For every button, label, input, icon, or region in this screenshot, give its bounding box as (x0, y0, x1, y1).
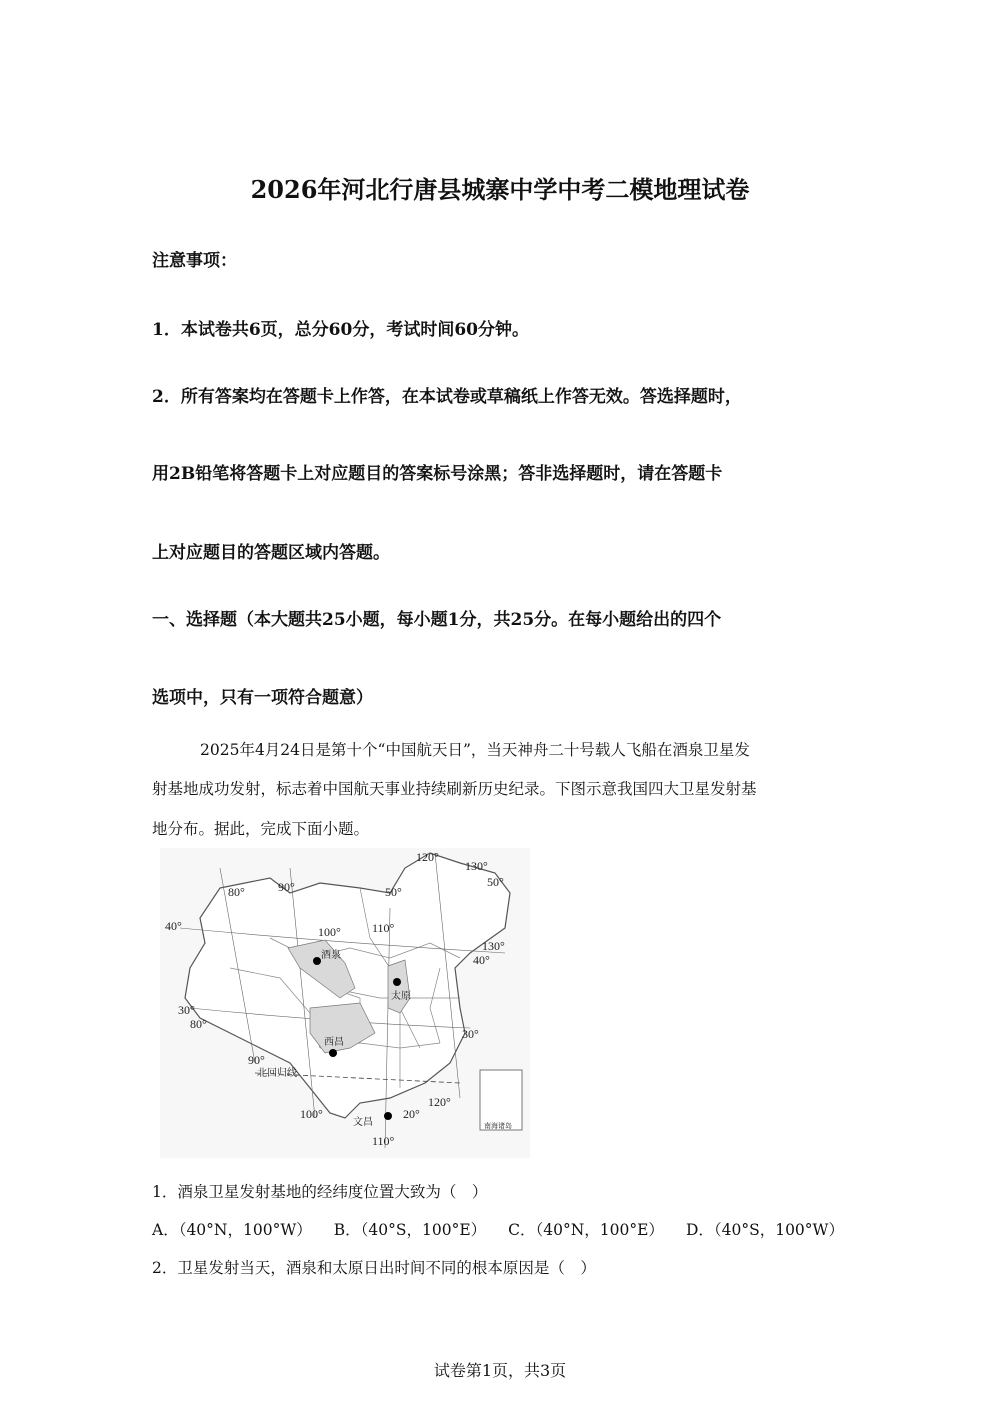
label-100: 100° (318, 925, 341, 939)
label-inset: 南海诸岛 (484, 1122, 512, 1130)
label-50: 50° (385, 885, 402, 899)
label-taiyuan: 太原 (391, 991, 411, 1002)
notice-heading: 注意事项： (152, 251, 237, 271)
notice-item-2-line-1: 2．所有答案均在答题卡上作答，在本试卷或草稿纸上作答无效。答选择题时， (152, 387, 742, 407)
label-30-right: 30° (462, 1027, 479, 1041)
section-heading-line-1: 一、选择题（本大题共25小题，每小题1分，共25分。在每小题给出的四个 (152, 610, 722, 630)
wenchang-site (384, 1112, 392, 1120)
label-110: 110° (372, 921, 395, 935)
label-wenchang: 文昌 (353, 1117, 373, 1128)
option-a: A．（40°N，100°W） (152, 1221, 312, 1239)
label-50-right: 50° (487, 875, 504, 889)
label-30-left: 30° (178, 1003, 195, 1017)
label-80: 80° (228, 885, 245, 899)
label-120-bottom: 120° (428, 1095, 451, 1109)
label-80-bottom: 80° (190, 1017, 207, 1031)
label-120: 120° (416, 850, 439, 864)
option-c: C．（40°N，100°E） (508, 1221, 664, 1239)
label-130: 130° (482, 939, 505, 953)
option-b: B．（40°S，100°E） (333, 1221, 487, 1239)
page-title: 2026年河北行唐县城寨中学中考二模地理试卷 (250, 175, 750, 204)
label-40-right: 40° (473, 953, 490, 967)
notice-item-2-line-3: 上对应题目的答题区域内答题。 (152, 543, 390, 563)
passage-line-3: 地分布。据此，完成下面小题。 (152, 820, 370, 838)
label-90-bottom: 90° (248, 1053, 265, 1067)
label-tropic: 北回归线 (257, 1068, 297, 1079)
taiyuan-site (393, 978, 401, 986)
question-1-stem: 1．酒泉卫星发射基地的经纬度位置大致为（ ） (152, 1183, 488, 1201)
jiuquan-site (313, 957, 321, 965)
label-110-bottom: 110° (372, 1134, 395, 1148)
section-heading-line-2: 选项中，只有一项符合题意） (152, 688, 373, 708)
south-sea-inset (480, 1070, 522, 1130)
notice-item-1: 1．本试卷共6页，总分60分，考试时间60分钟。 (152, 320, 529, 340)
label-100-bottom: 100° (300, 1107, 323, 1121)
passage-line-1: 2025年4月24日是第十个“中国航天日”，当天神舟二十号载人飞船在酒泉卫星发 (200, 741, 750, 759)
question-2-stem: 2．卫星发射当天，酒泉和太原日出时间不同的根本原因是（ ） (152, 1259, 596, 1277)
passage-line-2: 射基地成功发射，标志着中国航天事业持续刷新历史纪录。下图示意我国四大卫星发射基 (152, 780, 757, 798)
label-40-left: 40° (165, 919, 182, 933)
question-1-options (152, 1218, 852, 1240)
label-xichang: 西昌 (324, 1037, 344, 1048)
label-130-top: 130° (465, 859, 488, 873)
notice-item-2-line-2: 用2B铅笔将答题卡上对应题目的答案标号涂黑；答非选择题时，请在答题卡 (152, 464, 723, 484)
label-90: 90° (278, 880, 295, 894)
option-d: D．（40°S，100°W） (685, 1221, 844, 1239)
china-launch-sites-map (160, 848, 530, 1158)
label-jiuquan: 酒泉 (321, 950, 341, 961)
page-footer: 试卷第1页，共3页 (433, 1361, 567, 1380)
xichang-site (329, 1049, 337, 1057)
label-20: 20° (403, 1107, 420, 1121)
